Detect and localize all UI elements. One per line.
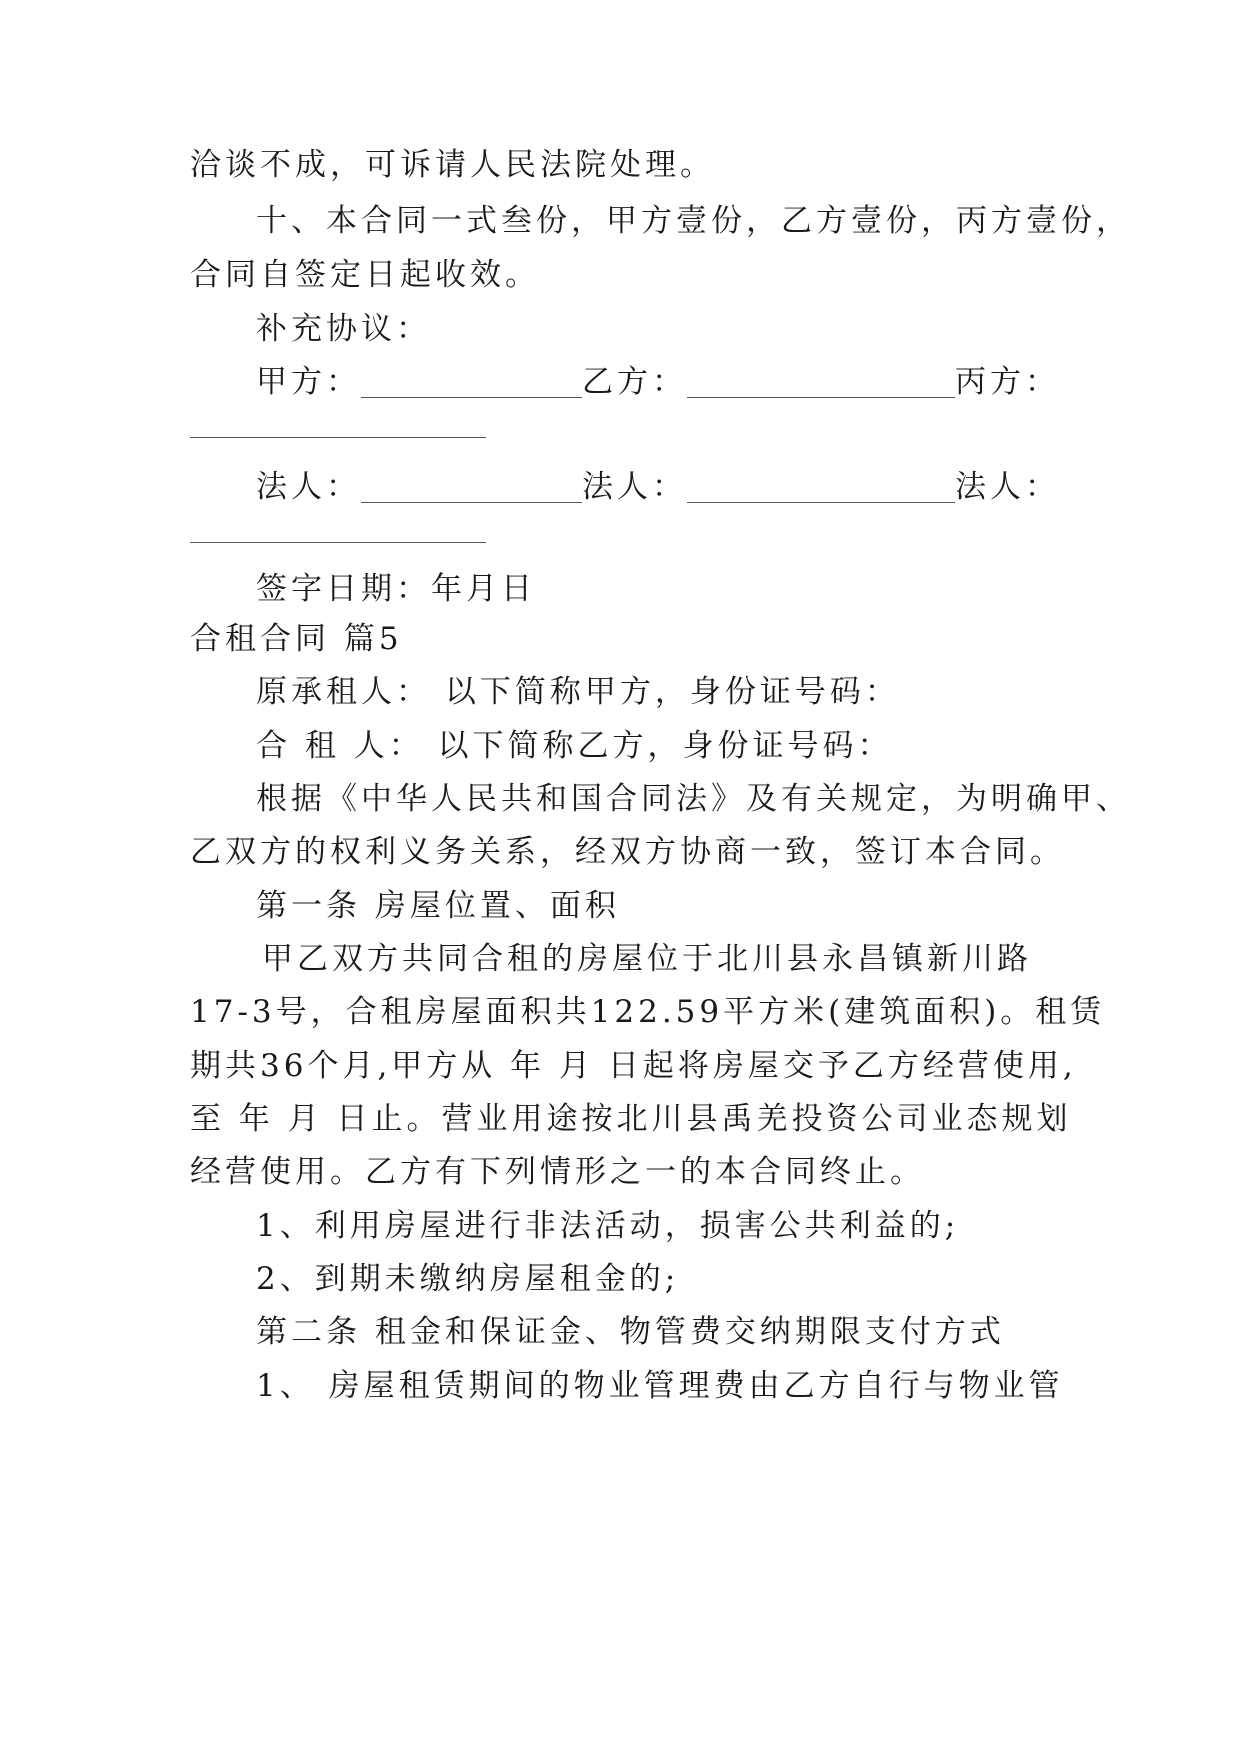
article-heading: 第二条 租金和保证金、物管费交纳期限支付方式 (256, 1314, 1005, 1350)
list-item: 2、到期未缴纳房屋租金的; (256, 1261, 680, 1297)
text-line: 签字日期：年月日 (256, 571, 536, 607)
signature-row-parties (256, 362, 1060, 402)
signature-blank (687, 472, 955, 503)
text-line: 经营使用。乙方有下列情形之一的本合同终止。 (190, 1154, 925, 1190)
text-line: 17-3号，合租房屋面积共122.59平方米(建筑面积)。租赁 (190, 994, 1106, 1030)
text-line: 期共36个月,甲方从 年 月 日起将房屋交予乙方经营使用, (190, 1048, 1077, 1084)
signature-blank (190, 542, 486, 543)
text-line: 甲乙双方共同合租的房屋位于北川县永昌镇新川路 (262, 941, 1032, 977)
text-line: 补充协议： (256, 311, 431, 347)
signature-blank (687, 367, 955, 398)
list-item: 1、 房屋租赁期间的物业管理费由乙方自行与物业管 (256, 1368, 1064, 1404)
party-b-label: 乙方： (581, 364, 687, 400)
text-line: 乙双方的权利义务关系，经双方协商一致，签订本合同。 (190, 834, 1065, 870)
text-line: 合同自签定日起收效。 (190, 257, 540, 293)
list-item: 1、利用房屋进行非法活动，损害公共利益的; (256, 1208, 960, 1244)
legal-b-label: 法人： (581, 469, 687, 505)
party-c-label: 丙方： (955, 364, 1060, 400)
section-heading: 合租合同 篇5 (190, 621, 403, 657)
legal-c-label: 法人： (955, 469, 1060, 505)
signature-blank (190, 437, 486, 438)
article-heading: 第一条 房屋位置、面积 (256, 888, 620, 924)
text-line: 至 年 月 日止。营业用途按北川县禹羌投资公司业态规划 (190, 1101, 1072, 1137)
signature-blank (361, 367, 582, 398)
text-line: 原承租人： 以下简称甲方，身份证号码： (256, 674, 900, 710)
party-a-label: 甲方： (256, 364, 361, 400)
signature-row-legal (256, 467, 1060, 507)
text-line: 合 租 人： 以下简称乙方，身份证号码： (256, 728, 893, 764)
text-line: 洽谈不成，可诉请人民法院处理。 (190, 147, 715, 183)
signature-blank (361, 472, 582, 503)
text-line: 十、本合同一式叁份，甲方壹份，乙方壹份，丙方壹份， (256, 203, 1131, 239)
legal-a-label: 法人： (256, 469, 361, 505)
text-line: 根据《中华人民共和国合同法》及有关规定，为明确甲、 (256, 781, 1131, 817)
